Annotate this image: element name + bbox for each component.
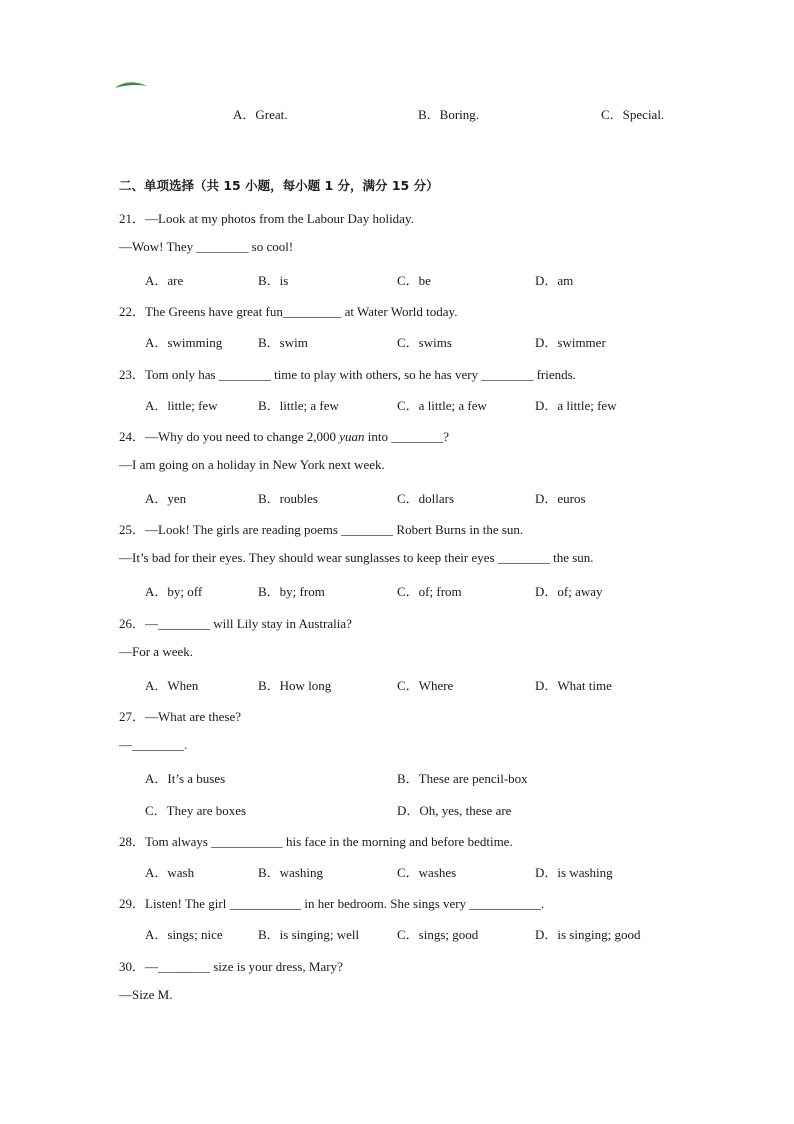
- question-line: —For a week.: [119, 644, 194, 659]
- option-d: D．is washing: [535, 865, 613, 880]
- option-d: D．a little; few: [535, 398, 617, 413]
- question-stem: 30．—________ size is your dress, Mary?: [119, 959, 343, 974]
- option-d: D．swimmer: [535, 335, 606, 350]
- question-stem: 25．—Look! The girls are reading poems ________ Robert Burns in the sun.: [119, 522, 524, 537]
- option-c: C．They are boxes: [145, 803, 247, 818]
- option-d: D．am: [535, 273, 574, 288]
- question-stem: 22．The Greens have great fun_________ at Water World today.: [119, 304, 458, 319]
- question-line: —I am going on a holiday in New York next week.: [119, 457, 385, 472]
- question-stem: 29．Listen! The girl ___________ in her bedroom. She sings very ___________.: [119, 896, 545, 911]
- option-c: C．swims: [397, 335, 452, 350]
- option-b: B．washing: [258, 865, 324, 880]
- option-b: B．by; from: [258, 584, 325, 599]
- option-b: B．is: [258, 273, 289, 288]
- option-b: B．How long: [258, 678, 332, 693]
- question-stem: 21．—Look at my photos from the Labour Day holiday.: [119, 211, 414, 226]
- option-d: D．euros: [535, 491, 586, 506]
- option-d: D．is singing; good: [535, 927, 641, 942]
- logo-stroke-icon: [114, 80, 148, 90]
- question-stem: 27．—What are these?: [119, 709, 242, 724]
- option-d: D．Oh, yes, these are: [397, 803, 512, 818]
- option-c: C．be: [397, 273, 431, 288]
- option-a: A．yen: [145, 491, 187, 506]
- question-stem: 26．—________ will Lily stay in Australia?: [119, 616, 352, 631]
- option-b: B．little; a few: [258, 398, 339, 413]
- option-a: A．When: [145, 678, 199, 693]
- option-b: B．These are pencil-box: [397, 771, 528, 786]
- option-c: C．dollars: [397, 491, 455, 506]
- question-stem: [119, 426, 449, 445]
- option-a: A．wash: [145, 865, 195, 880]
- option-a: A．It’s a buses: [145, 771, 226, 786]
- option-a: A．by; off: [145, 584, 203, 599]
- question-stem: 28．Tom always ___________ his face in the morning and before bedtime.: [119, 834, 513, 849]
- stem-part: into ________?: [364, 429, 450, 444]
- option-a: A．are: [145, 273, 184, 288]
- section-title: 二、单项选择（共 15 小题，每小题 1 分，满分 15 分）: [119, 178, 439, 193]
- option-d: D．What time: [535, 678, 612, 693]
- option-c: C．Special.: [601, 107, 665, 122]
- option-c: C．washes: [397, 865, 457, 880]
- option-a: A．Great.: [233, 107, 288, 122]
- question-line: —Size M.: [119, 987, 173, 1002]
- question-line: —________.: [119, 737, 188, 752]
- option-a: A．sings; nice: [145, 927, 223, 942]
- stem-part: 24．—Why do you need to change 2,000: [119, 429, 340, 444]
- option-a: A．little; few: [145, 398, 218, 413]
- question-stem: 23．Tom only has ________ time to play with others, so he has very ________ friends.: [119, 367, 576, 382]
- option-b: B．swim: [258, 335, 308, 350]
- option-c: C．of; from: [397, 584, 462, 599]
- question-line: —Wow! They ________ so cool!: [119, 239, 294, 254]
- option-c: C．sings; good: [397, 927, 479, 942]
- option-b: B．roubles: [258, 491, 318, 506]
- option-d: D．of; away: [535, 584, 603, 599]
- option-b: B．is singing; well: [258, 927, 360, 942]
- question-line: —It’s bad for their eyes. They should wear sunglasses to keep their eyes ________ the sun.: [119, 550, 594, 565]
- option-b: B．Boring.: [418, 107, 480, 122]
- option-a: A．swimming: [145, 335, 223, 350]
- stem-italic-word: yuan: [339, 429, 365, 444]
- option-c: C．a little; a few: [397, 398, 487, 413]
- option-c: C．Where: [397, 678, 454, 693]
